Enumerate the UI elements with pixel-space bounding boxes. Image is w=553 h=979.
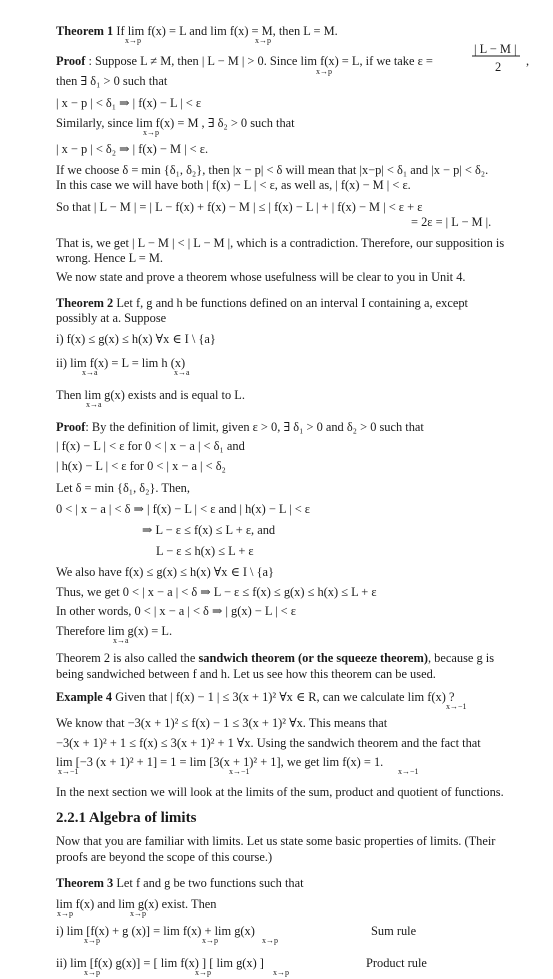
text-line: 0 < | x − a | < δ ⇒ | f(x) − L | < ε and | h(x) − L | < ε [56,502,310,516]
bold-lead: Example 4 [56,690,113,704]
limit-subscript: x→p [125,36,141,45]
limit-subscript: x→−1 [58,767,79,776]
text-line: That is, we get | L − M | < | L − M |, which is a contradiction. Therefore, our supposition is [56,236,505,250]
section-heading: 2.2.1 Algebra of limits [56,810,197,826]
text-line: Product rule [366,956,427,970]
text-line: | x − p | < δ₂ ⇒ | f(x) − M | < ε. [56,142,209,156]
text-line: | f(x) − L | < ε for 0 < | x − a | < δ₁ and [56,439,245,453]
limit-subscript: x→a [82,368,98,377]
text-line: | x − p | < δ₁ ⇒ | f(x) − L | < ε [56,96,202,110]
text-line: = 2ε = | L − M |. [411,215,492,229]
text-line: ii) lim f(x) = L = lim h (x) [56,356,186,370]
text-line: In other words, 0 < | x − a | < δ ⇒ | g(x) − L | < ε [56,604,296,618]
text-line: We also have f(x) ≤ g(x) ≤ h(x) ∀x ∈ I \ {a} [56,565,274,579]
text-line: So that | L − M | = | L − f(x) + f(x) − M | ≤ | f(x) − L | + | f(x) − M | < ε + ε [56,200,423,214]
text-line: In this case we will have both | f(x) − L | < ε, as well as, | f(x) − M | < ε. [56,178,411,192]
text-line: Proof : Suppose L ≠ M, then | L − M | > 0. Since lim f(x) = L, if we take ε = [56,54,433,68]
limit-subscript: x→p [316,67,332,76]
text-line: | L − M | [474,42,517,56]
text-line: Then lim g(x) exists and is equal to L. [56,388,245,402]
text-line: then ∃ δ₁ > 0 such that [56,74,168,88]
text-line: Theorem 2 Let f, g and h be functions defined on an interval I containing a, except [56,296,468,310]
text-line: Example 4 Given that | f(x) − 1 | ≤ 3(x + 1)² ∀x ∈ R, can we calculate lim f(x) ? [56,690,455,704]
limit-subscript: x→−1 [446,702,467,711]
limit-subscript: x→p [143,128,159,137]
limit-subscript: x→a [86,400,102,409]
text-line: Similarly, since lim f(x) = M , ∃ δ₂ > 0 such that [56,116,295,130]
limit-subscript: x→p [262,936,278,945]
text-line: Theorem 3 Let f and g be two functions such that [56,876,304,890]
limit-subscript: x→a [113,636,129,645]
text-line: Now that you are familiar with limits. Let us state some basic properties of limits. (Their [56,834,496,848]
bold-lead: Proof [56,54,86,68]
bold-lead: Theorem 1 [56,24,114,38]
limit-subscript: x→p [130,909,146,918]
text-line: proofs are beyond the scope of this course.) [56,850,273,864]
text-line: If we choose δ = min {δ₁, δ₂}, then |x − p| < δ will mean that |x−p| < δ₁ and |x − p| < δ₂. [56,163,489,177]
limit-subscript: x→p [84,968,100,977]
bold-lead: Theorem 3 [56,876,114,890]
limit-subscript: x→p [195,968,211,977]
text-line: Theorem 1 If lim f(x) = L and lim f(x) = M, then L = M. [56,24,338,38]
bold-lead: Theorem 2 [56,296,114,310]
text-line: i) lim [f(x) + g (x)] = lim f(x) + lim g(x) [56,924,255,938]
bold-lead: Proof [56,420,86,434]
limit-subscript: x→−1 [398,767,419,776]
text-line: lim f(x) and lim g(x) exist. Then [56,897,217,911]
text-line: ⇒ L − ε ≤ f(x) ≤ L + ε, and [142,523,276,537]
text-line: , [526,54,530,68]
text-line: being sandwiched between f and h. Let us see how this theorem can be used. [56,667,436,681]
text-line: −3(x + 1)² + 1 ≤ f(x) ≤ 3(x + 1)² + 1 ∀x. Using the sandwich theorem and the fact that [56,736,481,750]
limit-subscript: x→p [57,909,73,918]
text-line: Sum rule [371,924,417,938]
limit-subscript: x→p [202,936,218,945]
limit-subscript: x→a [174,368,190,377]
limit-subscript: x→p [255,36,271,45]
text-line: | h(x) − L | < ε for 0 < | x − a | < δ₂ [56,459,226,473]
text-line: i) f(x) ≤ g(x) ≤ h(x) ∀x ∈ I \ {a} [56,332,216,346]
text-line: Thus, we get 0 < | x − a | < δ ⇒ L − ε ≤ f(x) ≤ g(x) ≤ h(x) ≤ L + ε [56,585,377,599]
text-line: We now state and prove a theorem whose usefulness will be clear to you in Unit 4. [56,270,466,284]
text-line: Therefore lim g(x) = L. [56,624,173,638]
text-line: 2 [495,60,502,74]
text-line: possibly at a. Suppose [56,311,167,325]
bold-term: sandwich theorem (or the squeeze theorem) [198,651,428,665]
text-line: wrong. Hence L = M. [56,251,164,265]
text-line: Let δ = min {δ₁, δ₂}. Then, [56,481,190,495]
text-line: lim [−3 (x + 1)² + 1] = 1 = lim [3(x + 1)² + 1], we get lim f(x) = 1. [56,755,384,769]
limit-subscript: x→p [84,936,100,945]
text-line: In the next section we will look at the limits of the sum, product and quotient of functions. [56,785,504,799]
text-line: ii) lim [f(x) g(x)] = [ lim f(x) ] [ lim g(x) ] [56,956,264,970]
text-line: Proof: By the definition of limit, given ε > 0, ∃ δ₁ > 0 and δ₂ > 0 such that [56,420,424,434]
text-line: Theorem 2 is also called the sandwich theorem (or the squeeze theorem), because g is [56,651,495,665]
text-line: We know that −3(x + 1)² ≤ f(x) − 1 ≤ 3(x + 1)² ∀x. This means that [56,716,388,730]
limit-subscript: x→p [273,968,289,977]
limit-subscript: x→−1 [229,767,250,776]
text-line: L − ε ≤ h(x) ≤ L + ε [156,544,254,558]
